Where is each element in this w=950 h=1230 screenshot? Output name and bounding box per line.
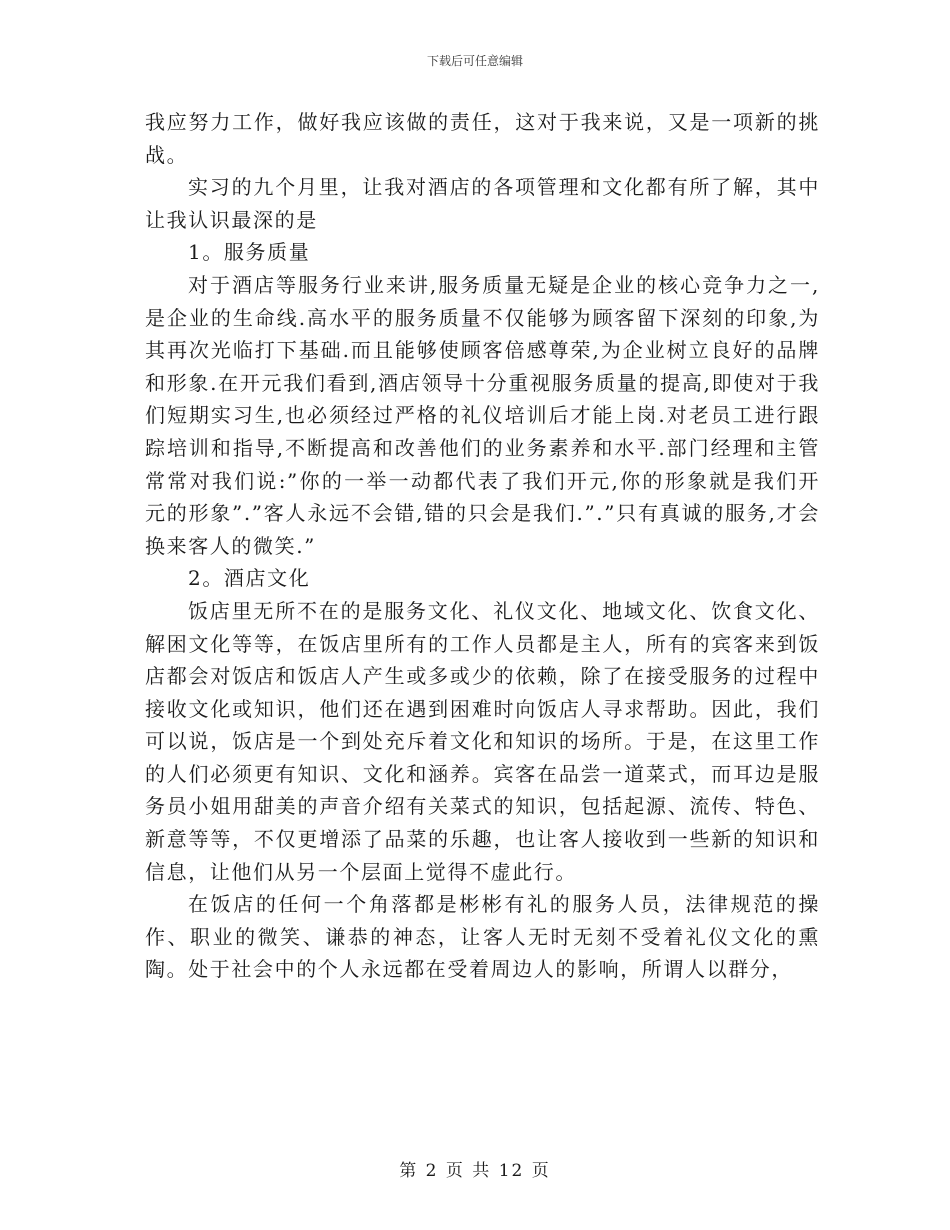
paragraph-service-quality: 对于酒店等服务行业来讲,服务质量无疑是企业的核心竞争力之一,是企业的生命线.高水平的服务质量不仅能够为顾客留下深刻的印象,为其再次光临打下基础.而且能够使顾客倍感尊荣,为企业树立良好的品牌和形象.在开元我们看到,酒店领导十分重视服务质量的提高,即使对于我们短期实习生,也必须经过严格的礼仪培训后才能上岗.对老员工进行跟踪培训和指导,不断提高和改善他们的业务素养和水平.部门经理和主管常常对我们说:”你的一举一动都代表了我们开元,你的形象就是我们开元的形象”.”客人永远不会错,错的只会是我们.”.”只有真诚的服务,才会换来客人的微笑.” (145, 272, 820, 558)
page-number-footer: 第 2 页 共 12 页 (399, 1161, 551, 1181)
paragraph-1: 我应努力工作，做好我应该做的责任，这对于我来说，又是一项新的挑战。 (145, 110, 820, 167)
document-body (145, 106, 820, 986)
paragraph-2: 实习的九个月里，让我对酒店的各项管理和文化都有所了解，其中让我认识最深的是 (145, 175, 820, 232)
section-heading-service-quality: 1。服务质量 (188, 240, 311, 265)
section-heading-hotel-culture: 2。酒店文化 (188, 566, 311, 591)
paragraph-hotel-culture: 饭店里无所不在的是服务文化、礼仪文化、地域文化、饮食文化、解困文化等等，在饭店里所有的工作人员都是主人，所有的宾客来到饭店都会对饭店和饭店人产生或多或少的依赖，除了在接受服务的过程中接收文化或知识，他们还在遇到困难时向饭店人寻求帮助。因此，我们可以说，饭店是一个到处充斥着文化和知识的场所。于是，在这里工作的人们必须更有知识、文化和涵养。宾客在品尝一道菜式，而耳边是服务员小姐用甜美的声音介绍有关菜式的知识，包括起源、流传、特色、新意等等，不仅更增添了品菜的乐趣，也让客人接收到一些新的知识和信息，让他们从另一个层面上觉得不虚此行。 (145, 598, 820, 884)
paragraph-etiquette: 在饭店的任何一个角落都是彬彬有礼的服务人员，法律规范的操作、职业的微笑、谦恭的神态，让客人无时无刻不受着礼仪文化的熏陶。处于社会中的个人永远都在受着周边人的影响，所谓人以群分， (145, 892, 820, 982)
page-header: 下载后可任意编辑 (426, 54, 523, 68)
